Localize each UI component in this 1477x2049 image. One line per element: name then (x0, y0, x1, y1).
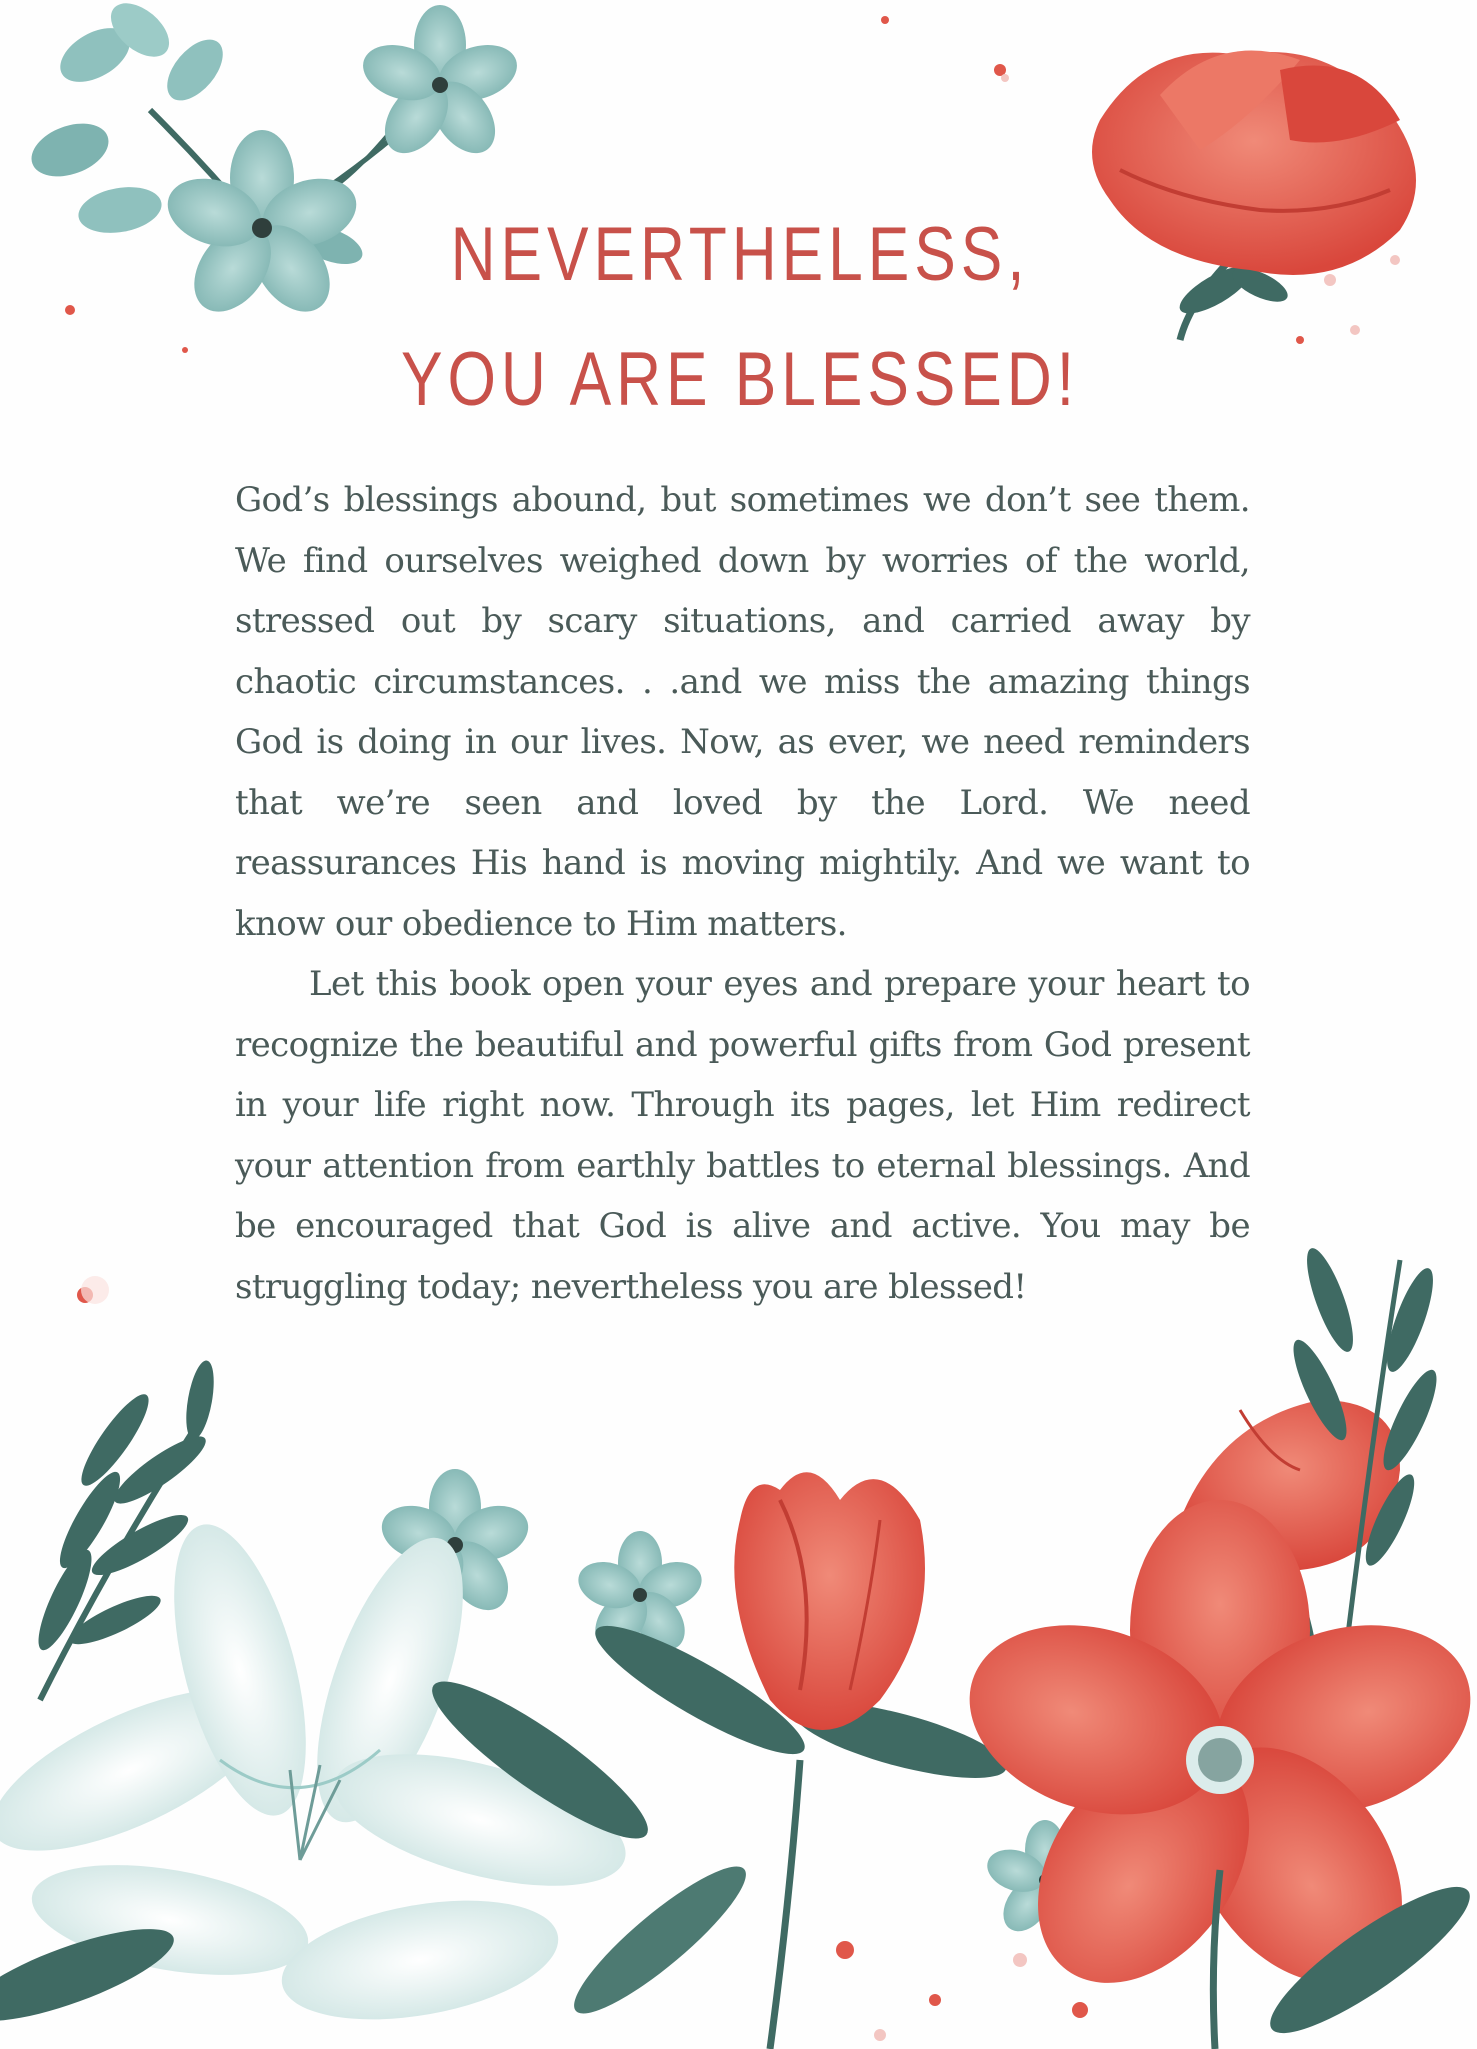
teal-flowers-top-left-illustration (24, 0, 889, 353)
page-title-line-1: NEVERTHELESS, (450, 212, 1030, 297)
floral-bouquet-bottom-illustration (0, 1244, 1477, 2049)
page-title-line-2: YOU ARE BLESSED! (401, 337, 1079, 422)
body-text (235, 470, 1250, 1317)
paragraph-2: Let this book open your eyes and prepare your heart to recognize the beautiful and powerful gifts from God present in your life right now. Through its pages, let Him redirect your attention from earthly battles to eternal blessings. And be encouraged that God is alive and active. You may be struggling today; nevertheless you are blessed! (235, 964, 1250, 1307)
paragraph-1: God’s blessings abound, but sometimes we don’t see them. We find ourselves weighed down by worries of the world, stressed out by scary situations, and carried away by chaotic circumstances. . .and we miss the amazing things God is doing in our lives. Now, as ever, we need reminders that we’re seen and loved by the Lord. We need reassurances His hand is moving mightily. And we want to know our obedience to Him matters. (235, 480, 1250, 944)
